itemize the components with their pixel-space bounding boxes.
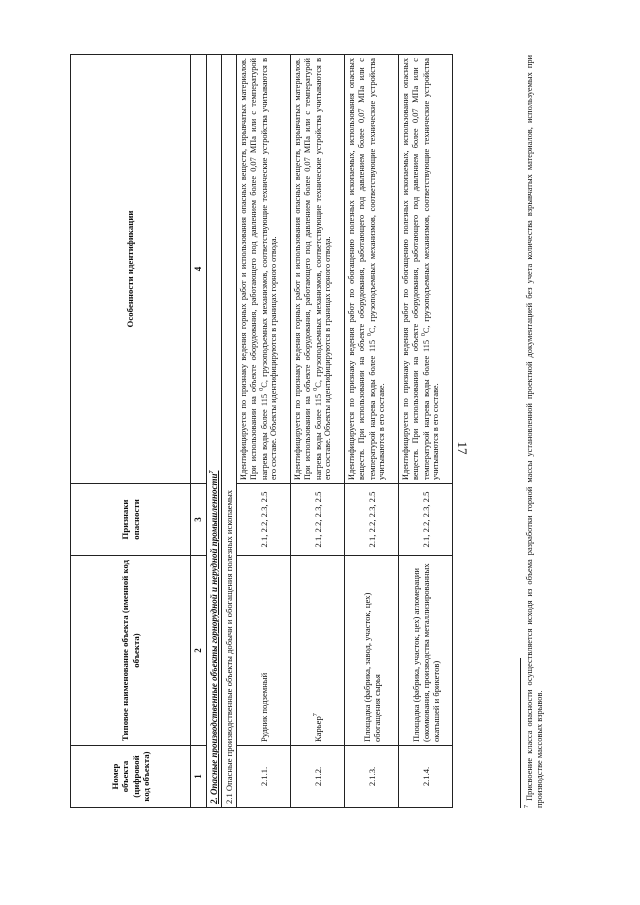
- header-signs: Признаки опасности: [71, 484, 191, 556]
- header-name: Типовое наименование объекта (именной код объекта): [71, 556, 191, 746]
- column-number: 1: [191, 746, 207, 808]
- hazard-signs: 2.1, 2.2, 2.3, 2.5: [345, 484, 399, 556]
- object-code: 2.1.1.: [237, 746, 291, 808]
- footnote-mark: 7: [312, 713, 319, 717]
- table-row: [399, 55, 453, 808]
- section-title: 2. Опасные производственные объекты горнорудной и нерудной промышленности: [208, 473, 219, 804]
- footnote-container: [520, 55, 580, 808]
- section-footnote-mark: 7: [208, 470, 215, 474]
- page-number: 17: [455, 441, 470, 455]
- table-row: [345, 55, 399, 808]
- footnote-mark: 7: [524, 805, 530, 808]
- column-number: 4: [191, 55, 207, 484]
- object-name: Площадка (фабрика, участок, цех) агломерации (окомкования, производства металлизированных окатышей и брикетов): [399, 556, 453, 746]
- hazard-signs: 2.1, 2.2, 2.3, 2.5: [237, 484, 291, 556]
- hazard-signs: 2.1, 2.2, 2.3, 2.5: [291, 484, 345, 556]
- object-name: Рудник подземный: [237, 556, 291, 746]
- table-row: [291, 55, 345, 808]
- identification-features: Идентифицируется по признаку ведения горных работ и использования опасных веществ, взрывчатых материалов. При использовании на объекте оборудования, работающего под давлением более 0,07 МПа или с температурой нагрева воды более 115 $^0$С, грузоподъемных механизмов, соответствующие технические устройства учитываются в его составе. Объекты идентифицируются в границах горного отвода.: [237, 55, 291, 484]
- column-number: 2: [191, 556, 207, 746]
- header-code: Номер объекта (цифровой код объекта): [71, 746, 191, 808]
- footnote-text: Присвоение класса опасности осуществляется исходя из объема разработки горной массы установленной проектной документацией без учета количества взрывчатых материалов, используемых при производстве массовых взрывов.: [524, 55, 545, 808]
- object-code: 2.1.3.: [345, 746, 399, 808]
- table-row: [237, 55, 291, 808]
- identification-table: [70, 54, 453, 808]
- object-name: Карьер$^7$: [291, 556, 345, 746]
- hazard-signs: 2.1, 2.2, 2.3, 2.5: [399, 484, 453, 556]
- identification-features: Идентифицируется по признаку ведения горных работ и использования опасных веществ, взрывчатых материалов. При использовании на объекте оборудования, работающего под давлением более 0,07 МПа или с температурой нагрева воды более 115 $^0$С, грузоподъемных механизмов, соответствующие технические устройства учитываются в его составе. Объекты идентифицируются в границах горного отвода.: [291, 55, 345, 484]
- column-number: 3: [191, 484, 207, 556]
- identification-features: Идентифицируется по признаку ведения работ по обогащению полезных ископаемых, использования опасных веществ. При использовании на объекте оборудования, работающего под давлением более 0,07 МПа или с температурой нагрева воды более 115 $^0$С, грузоподъемных механизмов, соответствующие технические устройства учитываются в его составе.: [345, 55, 399, 484]
- subsection-title: 2.1 Опасные производственные объекты добычи и обогащения полезных ископаемых: [222, 55, 237, 808]
- identification-features: Идентифицируется по признаку ведения работ по обогащению полезных ископаемых, использования опасных веществ. При использовании на объекте оборудования, работающего под давлением более 0,07 МПа или с температурой нагрева воды более 115 $^0$С, грузоподъемных механизмов, соответствующие технические устройства учитываются в его составе.: [399, 55, 453, 484]
- footnote-separator: [520, 658, 521, 808]
- header-features: Особенности идентификации: [71, 55, 191, 484]
- object-name: Площадка (фабрика, завод, участок, цех) обогащения сырья: [345, 556, 399, 746]
- section-title-cell: [206, 55, 222, 808]
- object-code: 2.1.4.: [399, 746, 453, 808]
- table-container: [70, 55, 446, 808]
- object-code: 2.1.2.: [291, 746, 345, 808]
- footnote: [524, 55, 546, 808]
